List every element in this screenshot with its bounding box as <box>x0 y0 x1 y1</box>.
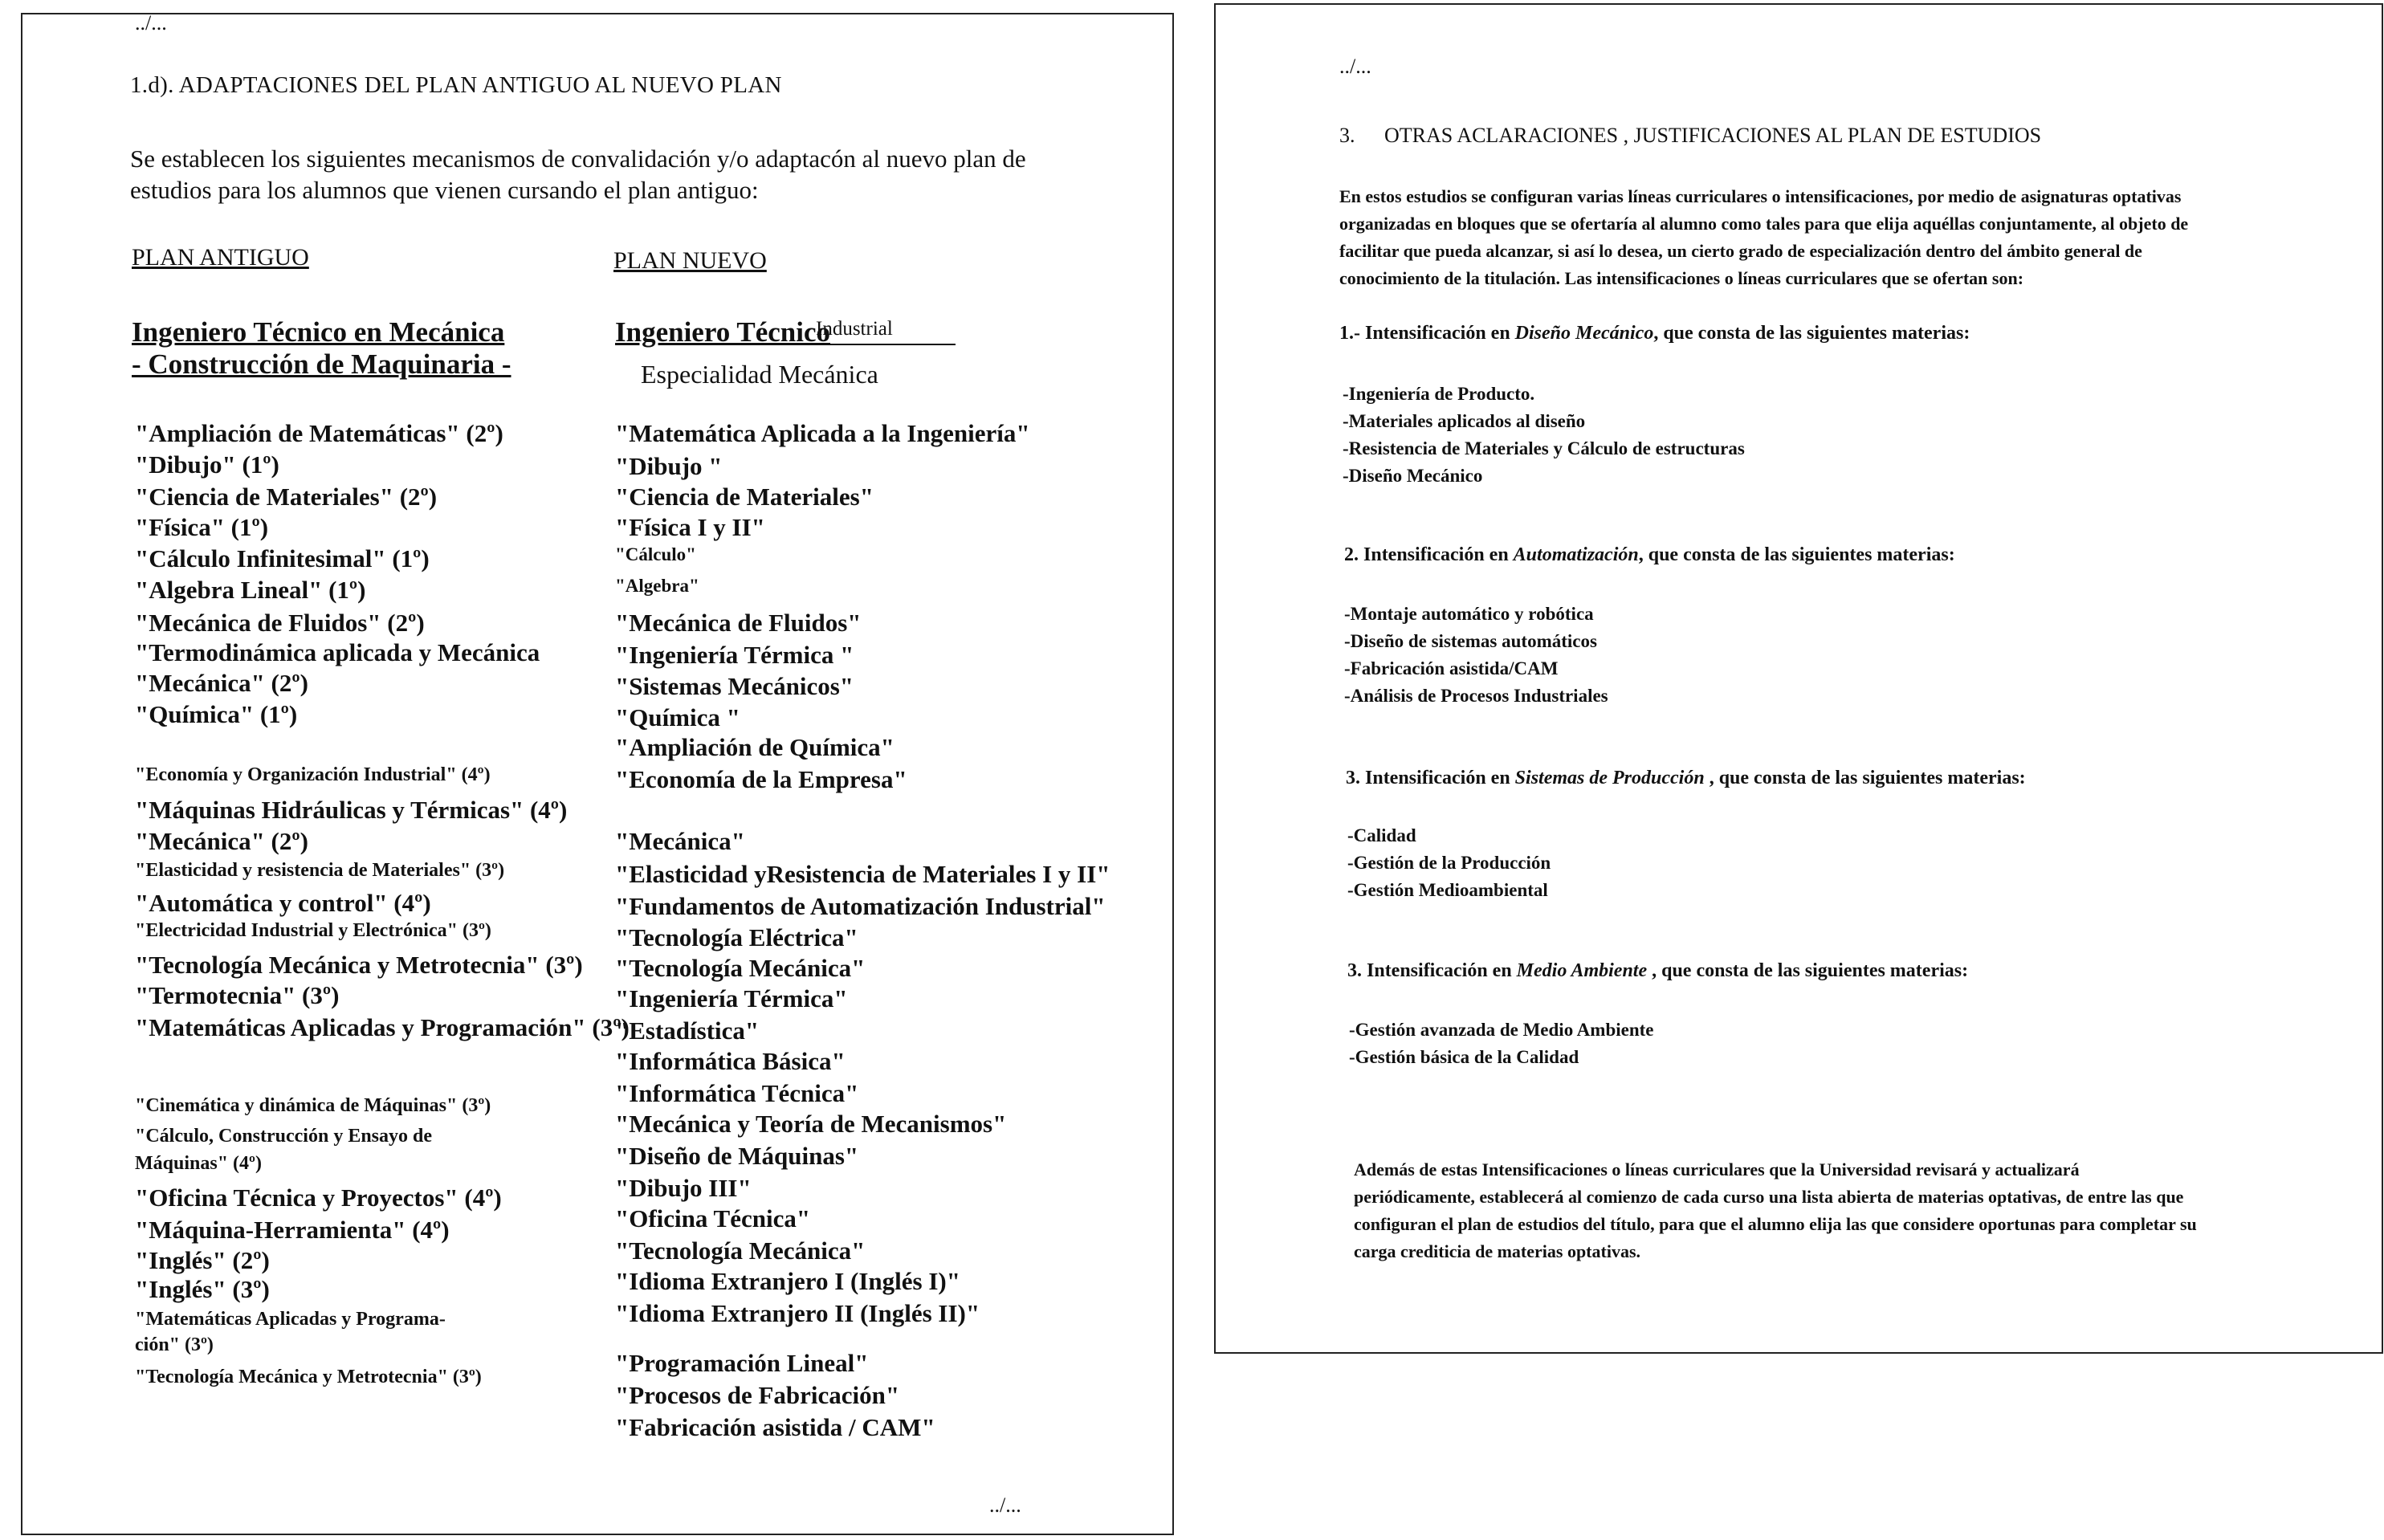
new-subject-item: "Tecnología Eléctrica" <box>615 923 858 951</box>
old-subject-item: "Termotecnia" (3º) <box>135 981 340 1009</box>
new-plan-title: Ingeniero Técnico <box>615 316 831 348</box>
new-subject-item: "Ingeniería Térmica " <box>615 641 854 669</box>
left-intro-line: estudios para los alumnos que vienen cursando el plan antiguo: <box>130 176 759 204</box>
right-intro <box>1339 183 2375 292</box>
intensification-items <box>1344 601 1608 710</box>
materia-item: -Gestión de la Producción <box>1347 853 1551 873</box>
intensification-name: Diseño Mecánico <box>1514 323 1654 344</box>
new-subject-item: "Oficina Técnica" <box>615 1204 811 1232</box>
right-intro-line: organizadas en bloques que se ofertaría al alumno como tales para que elija aquéllas conjuntamente, al objeto de <box>1339 214 2189 234</box>
old-subject-item: "Automática y control" (4º) <box>135 889 431 917</box>
materia-item: -Análisis de Procesos Industriales <box>1344 686 1608 706</box>
materia-item: -Gestión avanzada de Medio Ambiente <box>1349 1020 1654 1040</box>
old-subject-item: "Matemáticas Aplicadas y Programa- <box>135 1309 446 1330</box>
old-plan-title: Ingeniero Técnico en Mecánica <box>132 316 505 348</box>
old-subject-item: "Máquinas Hidráulicas y Térmicas" (4º) <box>135 796 568 824</box>
new-subject-item: "Ingeniería Térmica" <box>615 984 848 1012</box>
materia-item: -Fabricación asistida/CAM <box>1344 658 1559 678</box>
new-subject-item: "Fabricación asistida / CAM" <box>615 1413 935 1441</box>
old-subject-item: "Matemáticas Aplicadas y Programación" (3º) <box>135 1013 630 1041</box>
materia-item: -Materiales aplicados al diseño <box>1343 411 1586 431</box>
materia-item: -Gestión Medioambiental <box>1347 880 1548 900</box>
new-subject-item: "Sistemas Mecánicos" <box>615 672 854 700</box>
new-subject-item: "Diseño de Máquinas" <box>615 1142 859 1170</box>
new-subject-item: "Tecnología Mecánica" <box>615 1236 866 1265</box>
new-subject-item: "Dibujo " <box>615 452 723 480</box>
right-closing-line: periódicamente, establecerá al comienzo de cada curso una lista abierta de materias optativas, de entre las que <box>1354 1187 2184 1207</box>
right-closing <box>1354 1156 2375 1265</box>
new-subject-item: "Física I y II" <box>615 513 765 541</box>
new-subject-item: "Cálculo" <box>615 544 696 564</box>
old-subject-item: "Mecánica" (2º) <box>135 827 308 855</box>
new-subject-item: "Química " <box>615 703 740 731</box>
new-subject-item: "Informática Básica" <box>615 1047 846 1075</box>
left-intro-line: Se establecen los siguientes mecanismos de convalidación y/o adaptacón al nuevo plan de <box>130 145 1026 173</box>
new-plan-specialty: Especialidad Mecánica <box>641 360 878 389</box>
new-subject-item: "Idioma Extranjero II (Inglés II)" <box>615 1299 980 1327</box>
right-page <box>1214 3 2383 1354</box>
old-subject-item: "Tecnología Mecánica y Metrotecnia" (3º) <box>135 1367 482 1387</box>
right-closing-line: configuran el plan de estudios del título, para que el alumno elija las que considere oportunas para completar su <box>1354 1214 2197 1234</box>
old-subject-item: "Ampliación de Matemáticas" (2º) <box>135 419 503 447</box>
intensification-name: Medio Ambiente <box>1516 960 1648 981</box>
old-subject-item: "Química" (1º) <box>135 700 298 728</box>
new-plan-title-handwritten: Industrial <box>816 318 956 345</box>
materia-item: -Montaje automático y robótica <box>1344 604 1594 624</box>
right-heading-number: 3. <box>1339 124 1355 147</box>
new-subject-item: "Mecánica" <box>615 827 745 855</box>
intensification-items <box>1347 822 1551 904</box>
intensification-items <box>1349 1016 1654 1071</box>
right-intro-line: conocimiento de la titulación. Las intensificaciones o líneas curriculares que se ofertan son: <box>1339 268 2024 288</box>
old-subject-item: "Cinemática y dinámica de Máquinas" (3º) <box>135 1095 491 1116</box>
old-subject-item: "Física" (1º) <box>135 513 269 541</box>
new-plan-label: PLAN NUEVO <box>613 247 767 274</box>
right-closing-line: carga crediticia de materias optativas. <box>1354 1241 1641 1261</box>
old-subject-item: "Dibujo" (1º) <box>135 450 279 479</box>
materia-item: -Gestión básica de la Calidad <box>1349 1047 1579 1067</box>
old-plan-subtitle: - Construcción de Maquinaria - <box>132 348 511 380</box>
new-subject-item: "Elasticidad yResistencia de Materiales I y II" <box>615 860 1110 888</box>
old-subject-item: Máquinas" (4º) <box>135 1153 262 1174</box>
old-subject-item: "Electricidad Industrial y Electrónica" (3º) <box>135 920 491 941</box>
old-subject-item: ción" (3º) <box>135 1334 214 1355</box>
old-subject-item: "Inglés" (2º) <box>135 1246 270 1274</box>
new-subject-item: "Idioma Extranjero I (Inglés I)" <box>615 1267 960 1295</box>
old-subject-item: "Cálculo Infinitesimal" (1º) <box>135 544 430 572</box>
old-subject-item: "Ciencia de Materiales" (2º) <box>135 483 438 511</box>
materia-item: -Resistencia de Materiales y Cálculo de estructuras <box>1343 438 1745 458</box>
old-subject-item: "Mecánica de Fluidos" (2º) <box>135 609 425 637</box>
new-subject-item: "Ciencia de Materiales" <box>615 483 874 511</box>
left-top-mark: ../... <box>135 11 167 35</box>
old-subject-item: "Termodinámica aplicada y Mecánica <box>135 638 540 666</box>
right-top-mark: ../... <box>1339 55 1371 78</box>
new-subject-item: "Dibujo III" <box>615 1174 752 1202</box>
new-subject-item: "Matemática Aplicada a la Ingeniería" <box>615 419 1030 447</box>
intensification-items <box>1343 381 1745 490</box>
left-intro <box>130 143 1166 206</box>
materia-item: -Diseño de sistemas automáticos <box>1344 631 1597 651</box>
intensification-heading: 2. Intensificación en Automatización, que consta de las siguientes materias: <box>1344 544 1955 565</box>
materia-item: -Diseño Mecánico <box>1343 466 1483 486</box>
new-subject-item: "Mecánica y Teoría de Mecanismos" <box>615 1110 1007 1138</box>
intensification-heading: 1.- Intensificación en Diseño Mecánico, que consta de las siguientes materias: <box>1339 323 1970 344</box>
old-subject-item: "Oficina Técnica y Proyectos" (4º) <box>135 1184 502 1212</box>
old-subject-item: "Mecánica" (2º) <box>135 669 308 697</box>
new-subject-item: "Ampliación de Química" <box>615 733 895 761</box>
intensification-name: Sistemas de Producción <box>1514 768 1705 788</box>
old-subject-item: "Algebra Lineal" (1º) <box>135 576 366 604</box>
right-heading: OTRAS ACLARACIONES , JUSTIFICACIONES AL PLAN DE ESTUDIOS <box>1384 124 2042 147</box>
intensification-heading: 3. Intensificación en Sistemas de Producción , que consta de las siguientes materias: <box>1346 768 2026 788</box>
intensification-heading: 3. Intensificación en Medio Ambiente , que consta de las siguientes materias: <box>1347 960 1969 981</box>
new-subject-item: "Fundamentos de Automatización Industrial" <box>615 892 1106 920</box>
old-subject-item: "Cálculo, Construcción y Ensayo de <box>135 1126 433 1147</box>
intensification-name: Automatización <box>1513 544 1639 565</box>
new-subject-item: "Mecánica de Fluidos" <box>615 609 862 637</box>
old-subject-item: "Tecnología Mecánica y Metrotecnia" (3º) <box>135 951 583 979</box>
old-subject-item: "Máquina-Herramienta" (4º) <box>135 1216 450 1244</box>
old-subject-item: "Elasticidad y resistencia de Materiales" (3º) <box>135 860 505 881</box>
left-heading: 1.d). ADAPTACIONES DEL PLAN ANTIGUO AL NUEVO PLAN <box>130 72 782 98</box>
new-subject-item: "Estadística" <box>615 1016 760 1045</box>
old-subject-item: "Economía y Organización Industrial" (4º) <box>135 764 491 785</box>
old-plan-label: PLAN ANTIGUO <box>132 244 309 271</box>
new-subject-item: "Programación Lineal" <box>615 1349 869 1377</box>
right-intro-line: facilitar que pueda alcanzar, si así lo desea, un cierto grado de especialización dentro del ámbito general de <box>1339 241 2142 261</box>
materia-item: -Ingeniería de Producto. <box>1343 384 1535 404</box>
new-subject-item: "Economía de la Empresa" <box>615 765 907 793</box>
left-bottom-mark: ../... <box>989 1493 1021 1517</box>
new-subject-item: "Procesos de Fabricación" <box>615 1381 900 1409</box>
left-page <box>21 13 1174 1535</box>
new-subject-item: "Algebra" <box>615 576 699 596</box>
old-subject-item: "Inglés" (3º) <box>135 1275 270 1303</box>
right-closing-line: Además de estas Intensificaciones o líneas curriculares que la Universidad revisará y actualizará <box>1354 1159 2080 1179</box>
materia-item: -Calidad <box>1347 825 1416 845</box>
right-intro-line: En estos estudios se configuran varias líneas curriculares o intensificaciones, por medio de asignaturas optativas <box>1339 186 2182 206</box>
new-subject-item: "Tecnología Mecánica" <box>615 954 866 982</box>
new-subject-item: "Informática Técnica" <box>615 1079 859 1107</box>
